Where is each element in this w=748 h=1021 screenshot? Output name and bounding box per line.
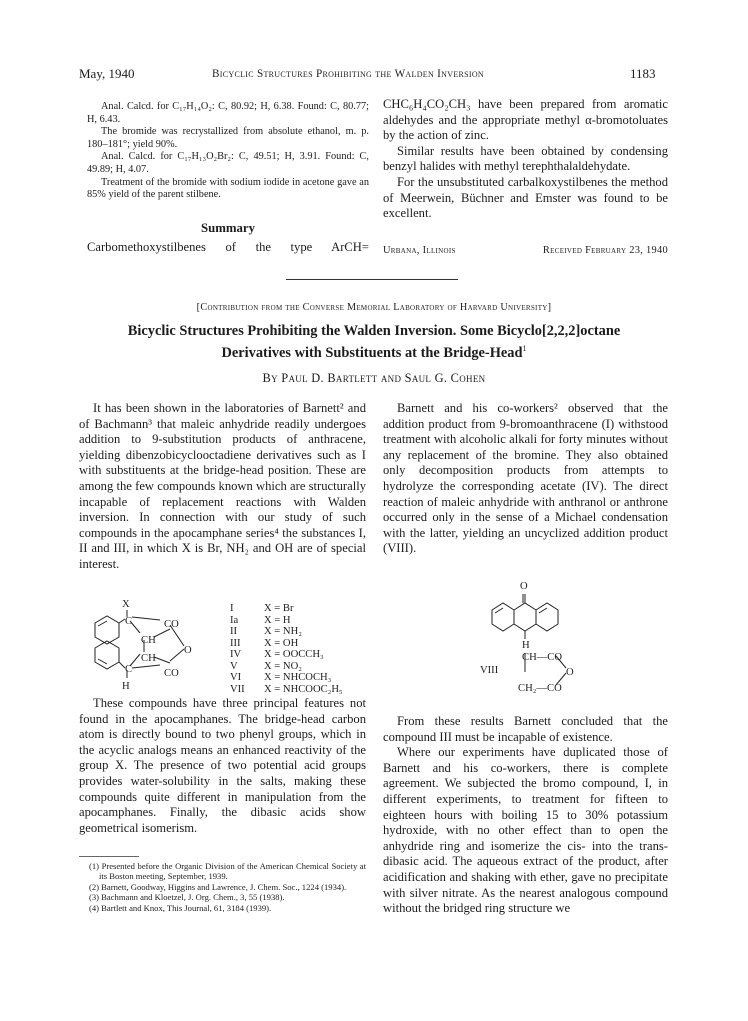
intro-right-paragraph: Barnett and his co-workers² observed that the addition product from 9-bromoanthracene (I) withstood treatment with alcoholic alkali for forty minutes without any replacement of the bromine. They also obtained only decomposition products from attempts to hydrolyze the corresponding acetate (IV). The direct reaction of maleic anhydride with anthranol or anthrone occurred only in the sense of a Michael condensation with the latter, yielding an uncyclized addition product (VIII).: [383, 401, 668, 556]
footnote-2: (2) Barnett, Goodway, Higgins and Lawrence, J. Chem. Soc., 1224 (1934).: [89, 881, 347, 892]
analysis-2: Anal. Calcd. for C₁₇H₁₃O₂Br₂: C, 49.51; H, 3.91. Found: C, 49.89; H, 4.07.: [87, 151, 369, 175]
contribution-line: [Contribution from the Converse Memorial Laboratory of Harvard University]: [196, 302, 552, 313]
summary-text: Carbomethoxystilbenes of the type ArCH=: [87, 240, 369, 254]
section-divider: [286, 279, 458, 280]
footnotes: [89, 861, 366, 913]
label-ch-top: CH: [141, 635, 156, 646]
label-co-top: CO: [164, 619, 179, 630]
structure-diagram-VIII: [478, 577, 598, 695]
compound-number: VI: [230, 672, 242, 683]
label-c-top: C: [125, 616, 133, 627]
intro-left-paragraph: It has been shown in the laboratories of Barnett² and of Bachmann³ that maleic anhydride readily undergoes addition to 9-substitution products of anthracene, yielding dibenzobicyclooctadiene derivatives such as I with substituents at the bridge-head position. These are among the few compounds known which are structurally incapable of replacement reactions with Walden inversion. In connection with our study of such compounds in the apocamphane series⁴ the substances I, II and III, in which X is Br, NH₂ and OH are of special interest.: [79, 401, 366, 571]
byline: By Paul D. Bartlett and Saul G. Cohen: [262, 371, 486, 385]
structure-diagram-I: [78, 596, 238, 694]
running-title: Bicyclic Structures Prohibiting the Walden Inversion: [212, 68, 485, 80]
compound-substituent: X = NHCOOC₂H₅: [264, 683, 343, 695]
intro-left: [79, 401, 366, 573]
label-x: X: [122, 599, 130, 610]
viii-label-o: O: [566, 667, 574, 678]
compound-number: Ia: [230, 614, 239, 626]
compound-row: [230, 661, 347, 673]
compound-number: III: [230, 637, 241, 649]
title-line-1: Bicyclic Structures Prohibiting the Walden Inversion. Some Bicyclo[2,2,2]octane: [127, 323, 621, 339]
label-o: O: [184, 645, 192, 656]
compound-substituent: X = NH₂: [264, 626, 302, 637]
label-ch-bottom: CH: [141, 653, 156, 664]
compound-substituent: X = OOCCH₃: [264, 649, 324, 660]
summary-heading: Summary: [200, 221, 256, 235]
header-date: May, 1940: [79, 66, 135, 81]
compound-substituent: X = Br: [264, 603, 294, 614]
intro-right: [383, 401, 668, 557]
after-right: [383, 714, 668, 917]
compound-number: II: [230, 626, 238, 637]
analysis-1: Anal. Calcd. for C₁₇H₁₄O₂: C, 80.92; H, 6.38. Found: C, 80.77; H, 6.43.: [87, 101, 369, 125]
compound-number: I: [230, 603, 234, 614]
title-footnote-marker: 1: [522, 344, 527, 353]
bromide-paragraph: The bromide was recrystallized from absolute ethanol, m. p. 180–181°; yield 90%.: [87, 126, 369, 150]
compound-substituent: X = NO₂: [264, 660, 302, 672]
right-paragraph-2: Similar results have been obtained by condensing benzyl halides with methyl terephthalaldehydate.: [383, 143, 668, 174]
compound-row: [230, 603, 347, 615]
viii-label-ch-co: CH—CO: [522, 652, 563, 663]
treatment-paragraph: Treatment of the bromide with sodium iodide in acetone gave an 85% yield of the parent stilbene.: [87, 176, 369, 201]
after-right-paragraph-1: From these results Barnett concluded that the compound III must be incapable of existence.: [383, 714, 668, 744]
label-h: H: [122, 681, 130, 692]
compound-substituent: X = NHCOCH₃: [264, 672, 332, 683]
left-top-column: [87, 101, 369, 202]
compound-row: [230, 638, 347, 650]
footnote-3: (3) Bachmann and Kloetzel, J. Org. Chem., 3, 55 (1938).: [89, 892, 285, 903]
compound-row: [230, 615, 347, 627]
title-line-2: Derivatives with Substituents at the Bridge-Head: [221, 344, 523, 361]
viii-label-o-top: O: [520, 581, 528, 592]
article-title: [60, 323, 688, 362]
compound-substituent: X = OH: [264, 637, 299, 649]
footnote-1: (1) Presented before the Organic Division of the American Chemical Society at its Boston meeting, September, 1939.: [89, 861, 366, 882]
compound-table-body: [230, 603, 347, 695]
compound-row: [230, 649, 347, 661]
page-number: 1183: [630, 66, 656, 81]
right-top-column: [383, 97, 668, 222]
compound-row: [230, 626, 347, 638]
footnote-4: (4) Bartlett and Knox, This Journal, 61, 3184 (1939).: [89, 902, 272, 913]
viii-label-number: VIII: [480, 665, 499, 676]
compound-table: [230, 603, 347, 695]
viii-label-h: H: [522, 640, 530, 651]
title-line-2-wrap: [60, 340, 688, 362]
label-co-bottom: CO: [164, 668, 179, 679]
received-date: Received February 23, 1940: [542, 245, 668, 256]
after-left: [79, 696, 366, 836]
compound-substituent: X = H: [264, 614, 291, 626]
place: Urbana, Illinois: [383, 245, 456, 256]
compound-number: VII: [230, 683, 245, 695]
label-c-bottom: C: [125, 664, 133, 675]
compound-number: IV: [230, 649, 242, 660]
compound-row: [230, 684, 347, 696]
footnote-rule: [79, 856, 139, 857]
compound-number: V: [230, 660, 238, 672]
after-right-paragraph-2: Where our experiments have duplicated those of Barnett and his co-workers, there is complete agreement. We subjected the bromo compound, I, in different experiments, to treatment for fifteen to eighteen hours with boiling 15 to 30% potassium hydroxide, with no other effect than to open the anhydride ring and isomerize the cis- into the trans-dibasic acid. The aqueous extract of the product, after acidification and shaking with ether, gave no precipitate with silver nitrate. As the nearest analogous compound without the bridged ring structure we: [383, 745, 668, 916]
compound-row: [230, 672, 347, 684]
right-paragraph-3: For the unsubstituted carbalkoxystilbenes the method of Meerwein, Büchner and Emster was found to be excellent.: [383, 174, 668, 221]
right-paragraph-1: CHC₆H₄CO₂CH₃ have been prepared from aromatic aldehydes and the appropriate methyl α-bromotoluates by the action of zinc.: [383, 97, 668, 143]
after-left-paragraph: These compounds have three principal features not found in the apocamphanes. The bridge-head carbon atom is directly bound to two phenyl groups, which in the acyclic analogs means an enhanced reactivity of the group X. The presence of two potential acid groups provides water-solubility in the salts, making these compounds quite different in manipulation from the apocamphanes. Finally, the dibasic acids show geometrical isomerism.: [79, 696, 366, 835]
viii-label-ch2-co: CH₂—CO: [518, 683, 562, 694]
